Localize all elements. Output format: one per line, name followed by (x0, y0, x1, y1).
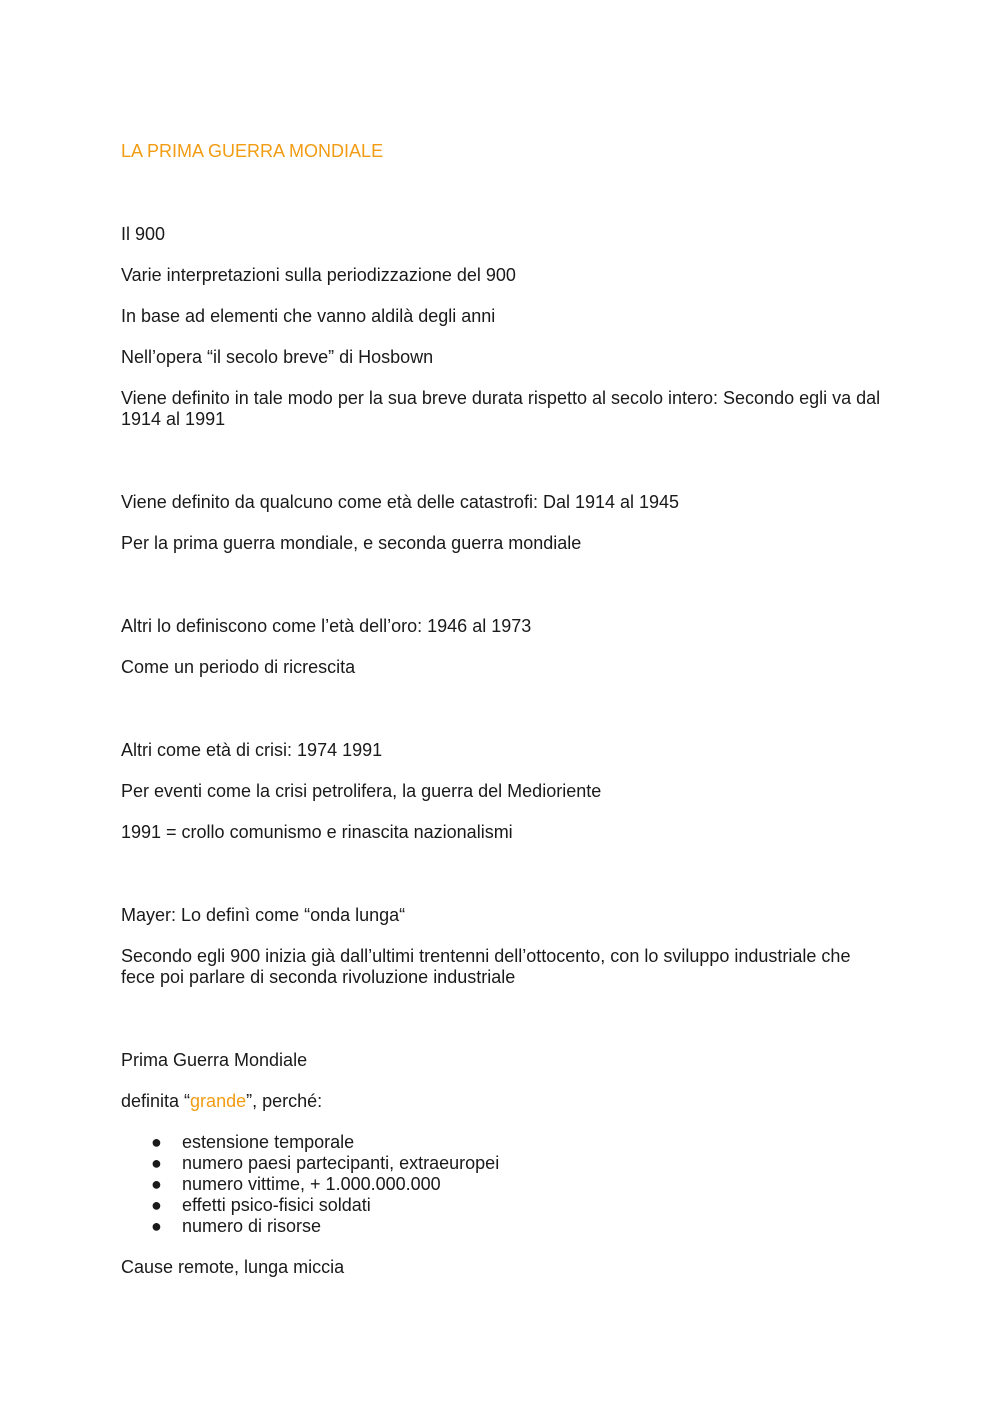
definita-highlight: grande (190, 1091, 247, 1111)
bullet-icon: ● (151, 1132, 162, 1152)
bullet-icon: ● (151, 1195, 162, 1215)
list-item (121, 1132, 881, 1153)
list-item-text: numero vittime, + 1.000.000.000 (182, 1174, 441, 1194)
definita-line (121, 1091, 881, 1112)
paragraph: Per la prima guerra mondiale, e seconda guerra mondiale (121, 533, 582, 553)
paragraph: 1991 = crollo comunismo e rinascita nazionalismi (121, 822, 513, 842)
list-item-text: estensione temporale (182, 1132, 355, 1152)
document-title: LA PRIMA GUERRA MONDIALE (121, 141, 384, 161)
list-item (121, 1216, 881, 1237)
bullet-icon: ● (151, 1153, 162, 1173)
list-item (121, 1153, 881, 1174)
list-item-text: numero paesi partecipanti, extraeuropei (182, 1153, 500, 1173)
paragraph: Varie interpretazioni sulla periodizzazione del 900 (121, 265, 516, 285)
paragraph: Altri come età di crisi: 1974 1991 (121, 740, 383, 760)
bullet-icon: ● (151, 1174, 162, 1194)
paragraph: Il 900 (121, 224, 166, 244)
paragraph: Viene definito in tale modo per la sua breve durata rispetto al secolo intero: Secondo egli va dal 1914 al 1991 (121, 388, 881, 429)
definita-prefix: definita “ (121, 1091, 191, 1111)
paragraph: Secondo egli 900 inizia già dall’ultimi trentenni dell’ottocento, con lo sviluppo industriale che fece poi parlare di seconda rivoluzione industriale (121, 946, 851, 987)
paragraph: Cause remote, lunga miccia (121, 1257, 345, 1277)
list-item (121, 1174, 881, 1195)
paragraph: Viene definito da qualcuno come età delle catastrofi: Dal 1914 al 1945 (121, 492, 680, 512)
reasons-list (121, 1132, 881, 1237)
bullet-icon: ● (151, 1216, 162, 1236)
paragraph: Altri lo definiscono come l’età dell’oro: 1946 al 1973 (121, 616, 532, 636)
list-item-text: numero di risorse (182, 1216, 322, 1236)
section-heading: Prima Guerra Mondiale (121, 1050, 308, 1070)
paragraph: Come un periodo di ricrescita (121, 657, 356, 677)
paragraph: In base ad elementi che vanno aldilà degli anni (121, 306, 496, 326)
list-item-text: effetti psico-fisici soldati (182, 1195, 371, 1215)
list-item (121, 1195, 881, 1216)
paragraph: Per eventi come la crisi petrolifera, la guerra del Medioriente (121, 781, 602, 801)
paragraph: Nell’opera “il secolo breve” di Hosbown (121, 347, 434, 367)
paragraph: Mayer: Lo definì come “onda lunga“ (121, 905, 406, 925)
document-page (121, 141, 881, 1298)
definita-suffix: ”, perché: (246, 1091, 323, 1111)
